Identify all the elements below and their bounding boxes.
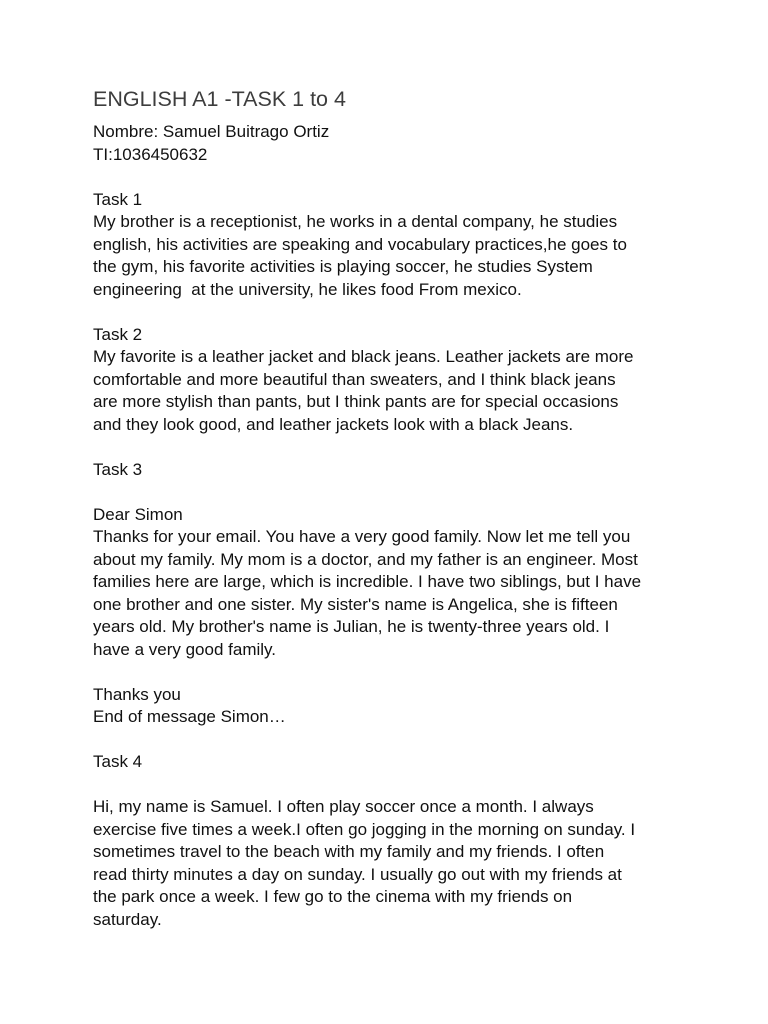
spacer [93,774,693,797]
spacer [93,436,693,459]
task-2-section [93,324,693,437]
spacer [93,301,693,324]
task-1-line: english, his activities are speaking and vocabulary practices,he goes to [93,234,627,254]
task-3-line: have a very good family. [93,639,276,659]
letter-closing: Thanks you [93,684,181,704]
task-4-line: Hi, my name is Samuel. I often play soccer once a month. I always [93,797,594,816]
task-4-line: read thirty minutes a day on sunday. I usually go out with my friends at [93,864,622,884]
spacer [93,166,693,189]
task-4-heading: Task 4 [93,752,143,771]
task-4-line: sometimes travel to the beach with my family and my friends. I often [93,842,605,861]
task-3-line: Thanks for your email. You have a very good family. Now let me tell you [93,527,631,546]
spacer [93,661,693,684]
task-1-line: engineering at the university, he likes food From mexico. [93,279,522,299]
task-4-line: the park once a week. I few go to the cinema with my friends on [93,887,573,906]
task-2-line: My favorite is a leather jacket and black jeans. Leather jackets are more [93,347,634,366]
task-3-line: families here are large, which is incredible. I have two siblings, but I have [93,572,642,591]
task-3-section [93,459,693,729]
task-2-line: comfortable and more beautiful than sweaters, and I think black jeans [93,369,616,389]
student-id: TI:1036450632 [93,144,208,164]
document-title: ENGLISH A1 -TASK 1 to 4 [93,87,346,111]
task-3-line: about my family. My mom is a doctor, and my father is an engineer. Most [93,549,638,569]
student-name: Nombre: Samuel Buitrago Ortiz [93,122,330,141]
spacer [93,729,693,752]
task-4-line: saturday. [93,909,162,929]
spacer [93,481,693,504]
letter-signoff: End of message Simon… [93,707,286,726]
task-2-line: and they look good, and leather jackets look with a black Jeans. [93,414,574,434]
task-3-line: years old. My brother's name is Julian, he is twenty-three years old. I [93,617,610,636]
task-1-line: My brother is a receptionist, he works in a dental company, he studies [93,212,618,231]
document-page [93,86,693,931]
task-1-section [93,189,693,302]
task-4-line: exercise five times a week.I often go jogging in the morning on sunday. I [93,819,636,839]
task-3-heading: Task 3 [93,459,143,479]
letter-salutation: Dear Simon [93,504,183,524]
task-1-heading: Task 1 [93,189,143,209]
task-4-section [93,751,693,931]
task-1-line: the gym, his favorite activities is playing soccer, he studies System [93,257,593,276]
task-3-line: one brother and one sister. My sister's name is Angelica, she is fifteen [93,594,618,614]
task-2-heading: Task 2 [93,324,143,344]
task-2-line: are more stylish than pants, but I think pants are for special occasions [93,392,619,411]
